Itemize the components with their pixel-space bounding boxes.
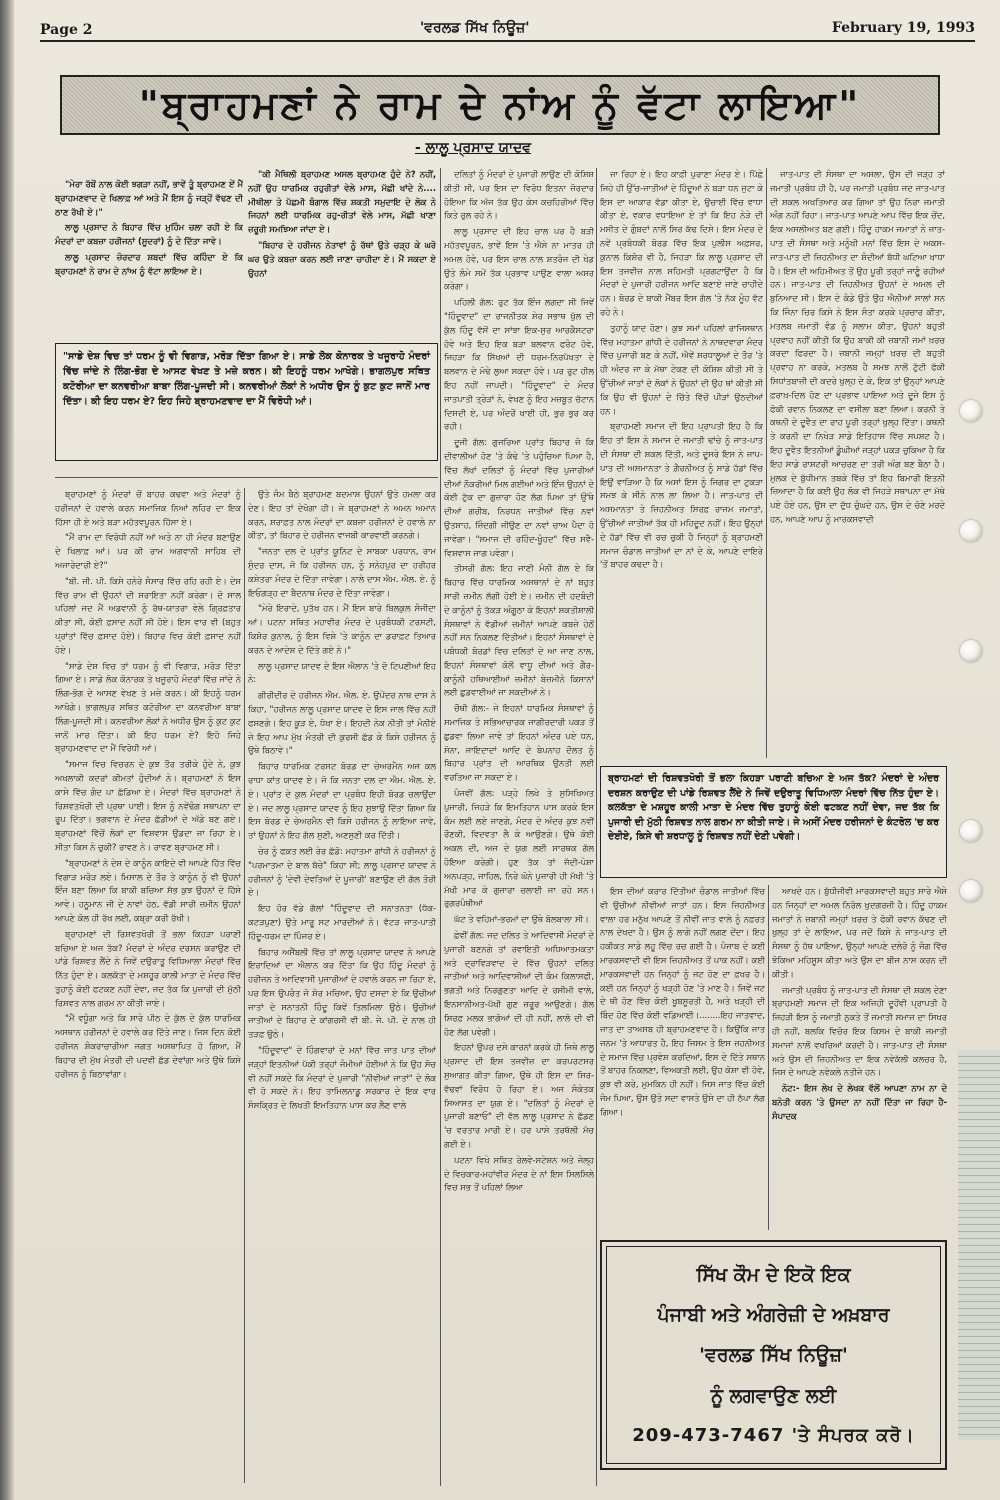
- body-paragraph: ਬਿਹਾਰ ਧਾਰਮਿਕ ਟਰਸਟ ਬੋਰਡ ਦਾ ਚੇਅਰਮੈਨ ਅਜ ਕਲ ਰਾਧਾ ਕਾਂਤ ਯਾਦਵ ਏ। ਜੋ ਕਿ ਜਨਤਾ ਦਲ ਦਾ ਐਮ. ਐਲ. ਏ. ਏ। ਪ੍ਰਾਂਤ ਦੇ ਕੁਲ ਮੰਦਰਾਂ ਦਾ ਪ੍ਰਬੰਧ ਇਹੀ ਬੋਰਡ ਚਲਾਉਂਦਾ ਏ। ਜਦ ਲਾਲੂ ਪ੍ਰਸਾਦ ਯਾਦਵ ਨੂੰ ਇਹ ਸੁਝਾਉ ਦਿੱਤਾ ਗਿਆ ਕਿ ਇਸ ਬੋਰਡ ਦੇ ਚੇਅਰਮੈਨ ਵੀ ਕਿਸੇ ਹਰੀਜਨ ਨੂੰ ਲਾਇਆ ਜਾਵੇ, ਤਾਂ ਉਹਨਾਂ ਨੇ ਇਹ ਗੱਲ ਸੁਣੀ, ਅਣਸੁਣੀ ਕਰ ਦਿੱਤੀ।: [248, 761, 436, 841]
- body-paragraph: ਦਲਿਤਾਂ ਨੂੰ ਮੰਦਰਾਂ ਦੇ ਪੁਜਾਰੀ ਲਾਉਣ ਦੀ ਕੋਸ਼ਿਸ਼ ਕੀਤੀ ਸੀ, ਪਰ ਇਸ ਦਾ ਵਿਰੋਧ ਇਤਨਾ ਜ਼ੋਰਦਾਰ ਹੋਇਆ ਕਿ ਅੱਜ ਤੱਕ ਉਹ ਕੇਸ ਕਚਹਿਰੀਆਂ ਵਿੱਚ ਕਿਤੇ ਰੁਲ ਰਹੇ ਨੇ।: [444, 169, 594, 221]
- body-column-2: [248, 488, 436, 1488]
- headline-box: [60, 75, 940, 135]
- body-paragraph: ਗੀਰੀਦੀਰ ਦੇ ਹਰੀਜਨ ਐਮ. ਐਲ. ਏ. ਉਪੇਂਦਰ ਨਾਥ ਦਾਸ ਨੇ ਕਿਹਾ, "ਹਰੀਜਨ ਲਾਲੂ ਪ੍ਰਸਾਦ ਯਾਦਵ ਦੇ ਇਸ ਜਾਲ ਵਿੱਚ ਨਹੀਂ ਫਸਣਗੇ। ਇਹ ਕੂੜ ਏ, ਧੋਖਾ ਏ। ਇਹਦੀ ਨੇਕ ਨੀਤੀ ਤਾਂ ਮੰਨੀਏ ਜੇ ਇਹ ਆਪ ਮੁੱਖ ਮੰਤਰੀ ਦੀ ਕੁਰਸੀ ਛੱਡ ਕੇ ਕਿਸੇ ਹਰੀਜਨ ਨੂੰ ਉਥੇ ਬਿਠਾਵੇ।": [248, 690, 436, 756]
- lower-column-5: [772, 885, 947, 1235]
- editor-note: ਨੋਟ:- ਇਸ ਲੇਖ ਦੇ ਲੇਖਕ ਵੱਲੋਂ ਆਪਣਾ ਨਾਮ ਨਾ ਦੇ ਬਨੇਤੀ ਕਰਨ 'ਤੇ ਉਸਦਾ ਨਾ ਨਹੀਂ ਦਿੱਤਾ ਜਾ ਰਿਹਾ ਹੈ-ਸੰਪਾਦਕ: [772, 1083, 947, 1121]
- binder-hole: [960, 820, 982, 842]
- ruler-overlay: [958, 1050, 1000, 1440]
- body-paragraph: "ਬੀ. ਜੀ. ਪੀ. ਕਿਸੇ ਹਨੇਰੇ ਸੰਸਾਰ ਵਿੱਚ ਰਹਿ ਰਹੀ ਏ। ਦੇਸ਼ ਵਿੱਚ ਰਾਮ ਵੀ ਉਹਨਾਂ ਦੀ ਸਰਾਇਤਾ ਨਹੀਂ ਕਰੇਗਾ। ਦੋ ਸਾਲ ਪਹਿਲਾਂ ਜਦ ਮੈਂ ਅਡਵਾਨੀ ਨੂੰ ਰੱਥ-ਯਾਤਰਾ ਵੇਲੇ ਗ੍ਰਿਫ਼ਤਾਰ ਕੀਤਾ ਸੀ, ਕੋਈ ਫ਼ਸਾਦ ਨਹੀਂ ਸੀ ਹੋਏ। ਇਸ ਵਾਰ ਵੀ (ਬਹੁਤ ਪ੍ਰਾਂਤਾਂ ਵਿੱਚ ਫ਼ਸਾਦ ਹੋਏ)। ਬਿਹਾਰ ਵਿਚ ਕੋਈ ਫ਼ਸਾਦ ਨਹੀਂ ਹੋਏ।: [55, 575, 241, 655]
- body-paragraph: "ਬ੍ਰਾਹਮਣਾਂ ਨੇ ਦੇਸ਼ ਦੇ ਕਾਨੂੰਨ ਕਾਇਦੇ ਵੀ ਆਪਣੇ ਹਿੱਤ ਵਿੱਚ ਵਿਗਾੜ ਮਰੋੜ ਲਏ। ਮਿਸਾਲ ਦੇ ਤੌਰ ਤੇ ਕਾਨੂੰਨ ਨੂੰ ਵੀ ਉਹਨਾਂ ਇੰਜ ਬਣਾ ਲਿਆ ਕਿ ਬਾਕੀ ਬਚਿਆ ਸੱਭ ਕੁਝ ਉਹਨਾਂ ਦੇ ਹਿੱਸੇ ਆਵੇ। ਹਨੂਮਾਨ ਜੀ ਦੇ ਨਾਵਾਂ ਹੇਠ, ਵੱਡੀ ਸਾਰੀ ਜ਼ਮੀਨ ਉਹਨਾਂ ਆਪਣੇ ਕੋਲ ਹੀ ਰੱਖ ਲਈ, ਕਬ੍ਰਾ ਕਰੀ ਰੱਖੀ।: [55, 857, 241, 923]
- rishwat-quote-text: ਬ੍ਰਾਹਮਣਾਂ ਦੀ ਰਿਸ਼ਵਤਖੋਰੀ ਤੋਂ ਭਲਾ ਕਿਹੜਾ ਪਰਾਣੀ ਬਚਿਆ ਏ ਅਜ ਤੱਕ? ਮੰਦਰਾਂ ਦੇ ਅੰਦਰ ਦਰਸ਼ਨ ਕਰਾਉਣ ਦੀ ਪਾਂਡੇ ਰਿਸ਼ਵਤ ਲੈਂਦੇ ਨੇ ਜਿਵੇਂ ਦਉਰਾਤੂ ਵਿਧਿਆਲਾ ਮੰਦਰਾਂ ਵਿੱਚ ਨਿੱਤ ਹੁੰਦਾ ਏ। ਕਲਕੱਤਾ ਦੇ ਮਸ਼ਹੂਰ ਕਾਲੀ ਮਾਤਾ ਦੇ ਮੰਦਰ ਵਿੱਚ ਤੁਹਾਨੂੰ ਕੋਈ ਫਟਕਣ ਨਹੀਂ ਦੇਵਾ, ਜਦ ਤੱਕ ਕਿ ਪੁਜਾਰੀ ਦੀ ਮੁੱਠੀ ਰਿਸ਼ਵਤ ਨਾਲ ਗਰਮ ਨਾ ਕੀਤੀ ਜਾਏ। ਜੇ ਅਸੀਂ ਮੰਦਰ ਹਰੀਜਨਾਂ ਦੇ ਕੰਟਰੋਲ 'ਚ ਕਰ ਦੇਈਏ, ਕਿਸੇ ਵੀ ਸ਼ਰਧਾਲੂ ਨੂੰ ਰਿਸ਼ਵਤ ਨਹੀਂ ਦੇਣੀ ਪਵੇਗੀ।: [608, 773, 939, 843]
- intro-column-2: [248, 168, 436, 338]
- column-rule: [768, 885, 769, 1230]
- page-number: Page 2: [40, 22, 93, 38]
- binder-hole: [960, 880, 982, 902]
- body-paragraph: ਜਾ ਰਿਹਾ ਏ। ਇਹ ਕਾਫ਼ੀ ਪੁਰਾਣਾ ਮੰਦਰ ਏ। ਪਿੱਛੇ ਜਿਹੇ ਹੀ ਉੱਚ-ਜਾਤੀਆਂ ਦੇ ਹਿੰਦੂਆਂ ਨੇ ਬੜਾ ਧਨ ਜੁਟਾ ਕੇ ਇਸ ਦਾ ਆਕਾਰ ਵੱਡਾ ਕੀਤਾ ਏ, ਉਚਾਈ ਵਿੱਚ ਵਾਧਾ ਕੀਤਾ ਏ, ਵਕਾਰ ਵਧਾਇਆ ਏ ਤਾਂ ਕਿ ਇਹ ਨੇੜੇ ਦੀ ਮਸੀਤ ਦੇ ਗੁੰਬਦਾਂ ਨਾਲੋਂ ਸਿਰ ਕੱਢ ਦਿਸੇ। ਇਸ ਮੰਦਰ ਦੇ ਨਵੇਂ ਪ੍ਰਬੰਧਕੀ ਬੋਰਡ ਵਿੱਚ ਇਕ ਪੁਲੀਸ ਅਫ਼ਸਰ, ਕੁਨਾਲ ਕਿਸ਼ੋਰ ਵੀ ਹੈ, ਜਿਹੜਾ ਕਿ ਲਾਲੂ ਪ੍ਰਸਾਦ ਦੀ ਇਸ ਤਜਵੀਜ਼ ਨਾਲ ਸਹਿਮਤੀ ਪ੍ਰਗਟਾਉਂਦਾ ਹੈ ਕਿ ਮੰਦਰਾਂ ਦੇ ਪੁਜਾਰੀ ਹਰੀਜਨ ਆਦਿ ਬਣਾਏ ਜਾਣੇ ਚਾਹੀਦੇ ਹਨ। ਬੋਰਡ ਦੇ ਬਾਕੀ ਮੈਂਬਰ ਇਸ ਗੱਲ 'ਤੇ ਨੱਕ ਮੂੰਹ ਵੱਟ ਰਹੇ ਨੇ।: [600, 169, 763, 317]
- body-paragraph: ਤੀਸਰੀ ਗੱਲ: ਇਹ ਜਾਣੀ ਮੰਨੀ ਗੱਲ ਏ ਕਿ ਬਿਹਾਰ ਵਿੱਚ ਧਾਰਮਿਕ ਅਸਥਾਨਾਂ ਦੇ ਨਾਂ ਬਹੁਤ ਸਾਰੀ ਜ਼ਮੀਨ ਲੱਗੀ ਹੋਈ ਏ। ਜ਼ਮੀਨ ਦੀ ਹਦਬੰਦੀ ਦੇ ਕਾਨੂੰਨਾਂ ਨੂੰ ਤੱਕੜ ਅੰਗੂਠਾ ਕੇ ਇਹਨਾਂ ਸ਼ਕਤੀਸ਼ਾਲੀ ਸੰਸਥਾਵਾਂ ਨੇ ਵੱਡੀਆਂ ਜ਼ਮੀਨਾਂ ਆਪਣੇ ਕਬਜ਼ੇ ਹੇਠੋਂ ਨਹੀਂ ਸਨ ਨਿਕਲਣ ਦਿੱਤੀਆਂ। ਇਹਨਾਂ ਸੰਸਥਾਵਾਂ ਦੇ ਪਬੰਧਕੀ ਬੋਰਡਾਂ ਵਿਚ ਦਲਿਤਾਂ ਦੇ ਆ ਜਾਣ ਨਾਲ, ਇਹਨਾਂ ਸੰਸਥਾਵਾਂ ਕੋਲੋਂ ਵਾਧੂ ਦੀਆਂ ਅਤੇ ਗੈਰ-ਕਾਨੂੰਨੀ ਹਥਿਆਈਆਂ ਜ਼ਮੀਨਾਂ ਬੇਜ਼ਮੀਨੇ ਕਿਸਾਨਾਂ ਲਈ ਛੁਡਵਾਈਆਂ ਜਾ ਸਕਦੀਆਂ ਨੇ।: [444, 563, 594, 698]
- subscription-ad-inner: [606, 1246, 941, 1464]
- subscription-ad: [600, 1240, 947, 1470]
- section-divider: [55, 477, 438, 478]
- boxed-quote: [55, 343, 438, 461]
- body-paragraph: ਪਟਨਾ ਵਿਖੇ ਸਥਿਤ ਰੇਲਵੇ-ਸਟੇਸ਼ਨ ਅਤੇ ਜੇਲ੍ਹ ਦੇ ਵਿਚਕਾਰ-ਮਹਾਂਵੀਰ ਮੰਦਰ ਦੇ ਨਾਂ ਇਸ ਸਿਲਸਿਲੇ ਵਿਚ ਸਭ ਤੋਂ ਪਹਿਲਾਂ ਲਿਆ: [444, 1154, 594, 1193]
- binder-edge: [0, 0, 14, 1500]
- body-paragraph: ਲਾਲੂ ਪ੍ਰਸਾਦ ਦੀ ਇਹ ਚਾਲ ਪਰ ਹੈ ਬੜੀ ਮਹੱਤਵਪੂਰਨ, ਭਾਵੇਂ ਇਸ 'ਤੇ ਐਸੇ ਨਾ ਮਾਤਰ ਹੀ ਅਮਲ ਹੋਵੇ, ਪਰ ਇਸ ਚਾਲ ਨਾਲ ਸ਼ਤਰੰਜ ਦੀ ਖੇਡ ਉਤੇ ਲੰਮੇ ਸਮੇਂ ਤੱਕ ਪ੍ਰਭਾਵ ਪਾਉਣ ਵਾਲਾ ਅਸਰ ਕਰੇਗਾ।: [444, 226, 594, 292]
- byline: - ਲਾਲੂ ਪ੍ਰਸਾਦ ਯਾਦਵ: [415, 140, 531, 156]
- body-paragraph: ਚੌਥੀ ਗੱਲ:- ਜੇ ਇਹਨਾਂ ਧਾਰਮਿਕ ਸੰਸਥਾਵਾਂ ਨੂੰ ਸਮਾਜਿਕ ਤੇ ਸਭਿਆਚਾਰਕ ਜਾਗੀਰਦਾਰੀ ਪਕੜ ਤੋਂ ਛੁਡਵਾ ਲਿਆ ਜਾਵੇ ਤਾਂ ਇਹਨਾਂ ਅੰਦਰ ਪਏ ਧਨ, ਸੋਨਾ, ਜਾਇਦਾਦਾਂ ਆਦਿ ਦੇ ਬੇਪਨਾਹ ਦੌਲਤ ਨੂੰ ਬਿਹਾਰ ਪ੍ਰਾਂਤ ਦੀ ਆਰਥਿਕ ਉਨਤੀ ਲਈ ਵਰਤਿਆ ਜਾ ਸਕਦਾ ਏ।: [444, 703, 594, 783]
- lower-column-4: [600, 885, 765, 1235]
- intro-paragraph: "ਮੇਰਾ ਰੱਬੋਂ ਨਾਲ ਕੋਈ ਝਗੜਾ ਨਹੀਂ, ਭਾਵੇਂ ਤੂੰ ਬ੍ਰਾਹਮਣ ਏਂ ਮੈਂ ਬ੍ਰਾਹਮਣਵਾਦ ਦੇ ਖਿਲਾਫ਼ ਆਂ ਅਤੇ ਮੈਂ ਇਸ ਨੂੰ ਜੜ੍ਹੋਂ ਵੱਢਣ ਦੀ ਠਾਣ ਰੱਖੀ ਏ।": [55, 179, 243, 217]
- ad-line: ਨੂੰ ਲਗਵਾਉਣ ਲਈ: [710, 1384, 837, 1407]
- body-paragraph: "ਹਿੰਦੂਵਾਦ" ਦੇ ਹਿੰਗਵਾਰਾਂ ਦੇ ਮਨਾਂ ਵਿੱਚ ਜਾਤ ਪਾਤ ਦੀਆਂ ਜੜ੍ਹਾਂ ਇਤਨੀਆਂ ਪੱਕੀ ਤਰ੍ਹਾਂ ਜੰਮੀਆਂ ਹੋਈਆਂ ਨੇ ਕਿ ਉਹ ਸੋਚ ਵੀ ਨਹੀਂ ਸਕਦੇ ਕਿ ਮੰਦਰਾਂ ਦੇ ਪੁਜਾਰੀ "ਨੀਵੀਆਂ ਜਾਤਾਂ" ਦੇ ਲੋਕ ਵੀ ਹੋ ਸਕਦੇ ਨੇ। ਇਹ ਤਾਮਿਲਨਾਡੂ ਸਰਕਾਰ ਦੇ ਇਕ ਵਾਰ ਸੰਸਕ੍ਰਿਤ ਦੇ ਲਿਖਤੀ ਇਮਤਿਹਾਨ ਪਾਸ ਕਰ ਲੈਣ ਵਾਲੇ: [248, 1045, 436, 1111]
- body-paragraph: ਜਾਤ-ਪਾਤ ਦੀ ਸੰਸਥਾ ਦਾ ਅਸਲਾ, ਉਸ ਦੀ ਜੜ੍ਹ ਤਾਂ ਜਮਾਤੀ ਪ੍ਰਬੰਧ ਹੀ ਹੈ, ਪਰ ਜਮਾਤੀ ਪ੍ਰਬੰਧ ਜਦ ਜਾਤ-ਪਾਤ ਦੀ ਸ਼ਕਲ ਅਖਤਿਆਰ ਕਰ ਗਿਆ ਤਾਂ ਉਹ ਨਿਰਾ ਜਮਾਤੀ ਅੰਗ ਨਹੀਂ ਰਿਹਾ। ਜਾਤ-ਪਾਤ ਆਪਣੇ ਆਪ ਵਿੱਚ ਇਕ ਚੋਂਦ, ਇਕ ਅਸਲੀਅਤ ਬਣ ਗਈ। ਹਿੰਦੂ ਹਾਕਮ ਜਮਾਤਾਂ ਨੇ ਜਾਤ-ਪਾਤ ਦੀ ਸੰਸਥਾ ਅਤੇ ਮਨੂੰਖੀ ਮਨਾਂ ਵਿੱਚ ਇਸ ਦੇ ਅਕਸ-ਜਾਤ-ਪਾਤ ਦੀ ਜ਼ਿਹਨੀਅਤ ਦਾ ਸ਼ੰਦੀਆਂ ਬੱਧੀ ਘਟਿਆ ਖਾਧਾ ਹੈ। ਇਸ ਦੀ ਅਹਿਮੀਅਤ ਤੋਂ ਉਹ ਪੂਰੀ ਤਰ੍ਹਾਂ ਜਾਣੂੰ ਰਹੀਆਂ ਹਨ। ਜਾਤ-ਪਾਤ ਦੀ ਜ਼ਿਹਨੀਅਤ ਉਹਨਾਂ ਦੇ ਅਮਲ ਦੀ ਬੁਨਿਆਦ ਸੀ। ਇਸ ਦੇ ਕੰਡੇ ਉਤੇ ਉਹ ਐਨੀਆਂ ਸਾਲਾਂ ਸਨ ਕਿ ਜਿੰਨਾ ਚਿਰ ਕਿਸੇ ਨੇ ਇਸ ਸੰਤਾ ਕਰਕੇ ਪ੍ਰਚਾਰ ਕੀਤਾ, ਮਤਲਬ ਜਮਾਤੀ ਵੰਡ ਨੂੰ ਸਲਾਮ ਕੀਤਾ, ਉਹਨਾਂ ਬਹੁਤੀ ਪ੍ਰਵਾਹ ਨਹੀਂ ਕੀਤੀ ਕਿ ਉਹ ਬਾਕੀ ਕੀ ਜ਼ਬਾਨੀ ਜਮਾਂ ਖ਼ਰਚ ਕਰਦਾ ਫਿਰਦਾ ਹੈ। ਜ਼ਬਾਨੀ ਜਮ੍ਹਾਂ ਖ਼ਰਚ ਦੀ ਬਹੁਤੀ ਪ੍ਰਵਾਹ ਨਾ ਕਰਕੇ, ਮਤਲਬ ਹੈ ਸਮਝ ਨਾਲੋਂ ਟੁੱਟੀ ਫੱਕੀ ਸਿਧਾਂਤਬਾਜ਼ੀ ਦੀ ਕਦਰੇ ਖੁਲ੍ਹ ਦੇ ਕੇ, ਇਕ ਤਾਂ ਉਨ੍ਹਾਂ ਆਪਣੇ ਫ਼ਰਾਖ਼-ਦਿਲ ਹੋਣ ਦਾ ਪ੍ਰਭਾਵ ਪਾਇਆ ਅਤੇ ਦੂਜੇ ਇਸ ਨੂੰ ਫੋਕੀ ਰਵਾਨ ਨਿਕਲਣ ਦਾ ਵਸੀਲਾ ਬਣਾ ਲਿਆ। ਕਰਨੀ ਤੇ ਕਥਨੀ ਦੇ ਦੂਵੈਤ ਦਾ ਰਾਹ ਪੂਰੀ ਤਰ੍ਹਾਂ ਖੁਲ੍ਹ ਦਿੱਤਾ। ਕਥਨੀ ਤੇ ਕਰਨੀ ਦਾ ਨਿਖੇੜ ਸਾਡੇ ਇਤਿਹਾਸ ਵਿੱਚ ਸਪਸ਼ਟ ਹੈ। ਇਹ ਦੂਵੈਤ ਇਤਨੀਆਂ ਡੂੰਘੀਆਂ ਜੜ੍ਹਾਂ ਪਕੜ ਚੁਕਿਆ ਹੈ ਕਿ ਇਹ ਸਾਡੇ ਰਾਸ਼ਟਰੀ ਆਚਰਣ ਦਾ ਤਰੀ ਅੰਗ ਬਣ ਬੈਠਾ ਹੈ। ਮੁਲਕ ਦੇ ਬੁੱਧੀਮਾਨ ਤਬਕੇ ਵਿੱਚ ਤਾਂ ਇਹ ਬਿਮਾਰੀ ਇਤਨੀ ਜ਼ਿਆਦਾ ਹੈ ਕਿ ਕਈ ਉਹ ਲੋਕ ਵੀ ਜਿਹੜੇ ਸਥਾਪਨਾ ਦਾ ਮੱਥੇ ਪਏ ਹੋਏ ਹਨ, ਉਸ ਦਾ ਦੁੱਧ ਚੁੰਘਦੇ ਹਨ, ਉਸ ਦੇ ਚੋਣੇ ਮਰਦੇ ਹਨ, ਆਪਣੇ ਆਪ ਨੂੰ ਮਾਰਕਸਵਾਦੀ: [770, 169, 945, 524]
- intro-paragraph: ਲਾਲੂ ਪ੍ਰਸਾਦ ਨੇ ਬਿਹਾਰ ਵਿੱਚ ਮੁਹਿੰਮ ਚਲਾ ਰਹੀ ਏ ਕਿ ਮੰਦਰਾਂ ਦਾ ਕਬਜ਼ਾ ਹਰੀਜਨਾਂ (ਸੂਦਰਾਂ) ਨੂੰ ਦੇ ਦਿੱਤਾ ਜਾਵੇ।: [55, 222, 243, 247]
- intro-paragraph: "ਬਿਹਾਰ ਦੇ ਹਰੀਜਨ ਨੇਤਾਵਾਂ ਨੂੰ ਰੱਥਾਂ ਉਤੇ ਚੜ੍ਹ ਕੇ ਘਰੋ ਘਰ ਉਤੇ ਕਬਜ਼ਾ ਕਰਨ ਲਈ ਜਾਣਾ ਚਾਹੀਦਾ ਏ। ਮੈਂ ਸਕਦਾ ਏ ਉਹਨਾਂ: [248, 239, 436, 278]
- page-header: [40, 20, 975, 42]
- body-paragraph: ਪਹਿਲੀ ਗੱਲ: ਰੁਟ ਤੱਕ ਇੰਜ ਲਗਦਾ ਸੀ ਜਿਵੇਂ "ਹਿੰਦੂਵਾਦ" ਦਾ ਰਾਜਨੀਤਕ ਸ਼ੇਰ ਸਭਾਥ ਖੁੱਲ ਦੀ ਕੁੱਲ ਹਿੰਦੂ ਵੱਸੋਂ ਦਾ ਸਾਂਝਾ ਇਕ-ਸੁਰ ਆਰਕੈਸਟਰਾ ਹੋਵੇ ਅਤੇ ਇਹ ਇਕ ਬੜਾ ਬਲਵਾਨ ਫਰੰਟ ਹੋਵੇ, ਜਿਹੜਾ ਕਿ ਸਿੱਖਆਂ ਦੀ ਧਰਮ-ਨਿਰਪੱਖਤਾ ਦੇ ਬਲਵਾਨ ਦੇ ਮੋਢੇ ਲੁਆ ਸਕਦਾ ਹੋਵੇ। ਪਰ ਰੁਟ ਹੀਲ ਇਹ ਨਹੀਂ ਜਾਪਦੀ। "ਹਿੰਦੂਵਾਦ" ਦੇ ਮੰਦਰ ਜਾਤਪਾਤੀ ਤ੍ਰੇੜਾਂ ਨੇ, ਵੇਖਣ ਨੂੰ ਇਹ ਮਜ਼ਬੂਤ ਚੱਟਾਨ ਦਿਸਦੀ ਏ, ਪਰ ਅੰਦਰੋਂ ਖਾਈ ਹੀ, ਭੁਰ ਭੁਰ ਕਰ ਰਹੀ।: [444, 297, 594, 432]
- body-paragraph: ਤੁਹਾਨੂੰ ਯਾਦ ਹੋਣਾ। ਕੁਝ ਸਮਾਂ ਪਹਿਲਾਂ ਰਾਜਿਸਥਾਨ ਵਿੱਚ ਮਹਾਤਮਾ ਗਾਂਧੀ ਦੇ ਹਰੀਜਨਾਂ ਨੇ ਨਾਥਦਵਾਰਾ ਮੰਦਰ ਵਿੱਚ ਪੁਜਾਰੀ ਬਣ ਕੇ ਨਹੀਂ, ਐਵੇਂ ਸ਼ਰਧਾਲੂਆਂ ਦੇ ਤੌਰ 'ਤੇ ਹੀ ਅੰਦਰ ਜਾ ਕੇ ਮੱਥਾ ਟੇਕਣ ਦੀ ਕੋਸ਼ਿਸ਼ ਕੀਤੀ ਸੀ ਤੇ ਉੱਚੀਆਂ ਜਾਤਾਂ ਦੇ ਲੋਕਾਂ ਨੇ ਉਹਨਾਂ ਦੀ ਉਹ ਥਾਂ ਕੀਤੀ ਸੀ ਕਿ ਉਹ ਵੀ ਉਹਨਾਂ ਦੇ ਚਿੱਤੇ ਵਿੱਚੋਂ ਪੀੜਾਂ ਉਠਦੀਆਂ ਹਨ।: [600, 322, 763, 416]
- issue-date: February 19, 1993: [831, 20, 975, 36]
- rishwat-quote-box: [600, 766, 947, 878]
- binder-hole: [960, 520, 982, 542]
- column-rule: [244, 488, 245, 1483]
- headline: "ਬ੍ਰਾਹਮਣਾਂ ਨੇ ਰਾਮ ਦੇ ਨਾਂਅ ਨੂੰ ਵੱਟਾ ਲਾਇਆ": [138, 82, 862, 127]
- body-paragraph: ਇਹ ਹੋਰ ਵੱਡੇ ਗੱਲਾਂ "ਹਿੰਦੂਵਾਦ ਦੀ ਸਨਾਤਨਤਾ (ਧੱਕ-ਕਟੜਪੁਣਾ) ਉਤੇ ਮਾਰੂ ਸਟ ਮਾਰਦੀਆਂ ਨੇ। ਵੱਟੜ ਜਾਤ-ਪਾਤੀ ਹਿੰਦੂ-ਧਰਮ ਦਾ ਪਿੰਜਰ ਏ।: [248, 903, 436, 941]
- body-paragraph: "ਸਾਡੇ ਦੇਸ਼ ਵਿਚ ਤਾਂ ਧਰਮ ਨੂੰ ਵੀ ਵਿਗਾੜ, ਮਰੋੜ ਦਿੱਤਾ ਗਿਆ ਏ। ਸਾਡੇ ਲੋਕ ਕੋਨਾਰਕ ਤੇ ਖਜੂਰਾਹੋ ਮੰਦਰਾਂ ਵਿੱਚ ਜਾਂਦੇ ਨੇ ਲਿੰਗ-ਭੋਗ ਦੇ ਆਸਣ ਵੇਖਣ ਤੇ ਮਜ਼ੇ ਕਰਨ। ਕੀ ਇਹਨੂੰ ਧਰਮ ਆਖੋਗੇ। ਭਾਗਲਪੁਰ ਸਥਿਤ ਕਟੋਰੀਆ ਦਾ ਕਨਵਰੀਆ ਬਾਬਾ ਲਿੰਗ-ਪੂਜਦੀ ਸੀ। ਕਨਵਰੀਆ ਲੋਕਾਂ ਨੇ ਅਧੀਰ ਉਸ ਨੂੰ ਕੁਟ ਕੁਟ ਜਾਨੋਂ ਮਾਰ ਦਿੱਤਾ। ਕੀ ਇਹ ਧਰਮ ਏ? ਇਹੋ ਜਿਹੇ ਬ੍ਰਾਹਮਣਵਾਦ ਦਾ ਮੈਂ ਵਿਰੋਧੀ ਆਂ।: [55, 660, 241, 754]
- body-paragraph: "ਸਮਾਜ ਵਿਚ ਵਿਚਰਨ ਦੇ ਕੁਝ ਤੌਰ ਤਰੀਕੇ ਹੁੰਦੇ ਨੇ, ਕੁਝ ਅਖਲਾਕੀ ਕਦਰਾਂ ਕੀਮਤਾਂ ਹੁੰਦੀਆਂ ਨੇ। ਬ੍ਰਾਹਮਣਾਂ ਨੇ ਇਸ ਕਾਸੇ ਵਿੱਚ ਗੰਦ ਪਾ ਛੱਡਿਆ ਏ। ਮੰਦਰਾਂ ਵਿੱਚ ਬ੍ਰਾਹਮਣਾਂ ਨੇ ਰਿਸ਼ਵਤਖੋਰੀ ਦੀ ਪ੍ਰਥਾ ਪਾਈ। ਇਸ ਨੂੰ ਨਵੇਂਢੰਗ ਸਥਾਪਨਾ ਦਾ ਰੂਪ ਦਿੱਤਾ। ਭਗਵਾਨ ਦੇ ਮੰਦਰ ਛੱਡੀਆਂ ਦੇ ਅੱਡੇ ਬਣ ਗਏ। ਬ੍ਰਾਹਮਣਾਂ ਵਿੱਚੋਂ ਲੋਕਾਂ ਦਾ ਵਿਸ਼ਵਾਸ ਉਡਦਾ ਜਾ ਰਿਹਾ ਏ। ਸੀਤਾ ਕਿਸ ਨੇ ਚੁਕੀ? ਰਾਵਣ ਨੇ। ਰਾਵਣ ਬ੍ਰਾਹਮਣ ਸੀ।: [55, 759, 241, 852]
- body-paragraph: ਦੂਜੀ ਗੱਲ: ਗੁਜਰਿਆ ਪ੍ਰਾਂਤ ਬਿਹਾਰ ਜੋ ਕਿ ਦੀਵਾਲੀਆਂ ਹੋਣ 'ਤੇ ਕੰਢੇ 'ਤੇ ਪਹੁੰਚਿਆ ਪਿਆ ਹੈ, ਵਿੱਚ ਲੱਖਾਂ ਦਲਿਤਾਂ ਨੂੰ ਮੰਦਰਾਂ ਵਿੱਚ ਪੁਜਾਰੀਆਂ ਦੀਆਂ ਨੌਕਰੀਆਂ ਮਿਲ ਗਈਆਂ ਅਤੇ ਇੰਜ ਉਹਨਾਂ ਦੇ ਕੋਈ ਟੁੱਕ ਦਾ ਗੁਜ਼ਾਰਾ ਹੋਣ ਲੱਗ ਪਿਆ ਤਾਂ ਉੱਥੇ ਦੀਆਂ ਗਰੀਬ, ਨਿਰਧਨ ਜਾਤੀਆਂ ਵਿੱਚ ਨਵਾਂ ਉਤਸ਼ਾਹ, ਜ਼ਿੰਦਗੀ ਜੀਉਣ ਦਾ ਨਵਾਂ ਚਾਅ ਪੈਦਾ ਹੋ ਜਾਵੇਗਾ। "ਸਮਾਜ ਦੀ ਰਹਿੰਦ-ਖੂੰਹਦ" ਵਿੱਚ ਸਵੈ-ਵਿਸ਼ਵਾਸ ਜਾਗ ਪਵੇਗਾ।: [444, 437, 594, 558]
- body-paragraph: ਛੇਵੀਂ ਗੱਲ: ਜਦ ਦਲਿਤ ਤੇ ਆਦਿਵਾਸੀ ਮੰਦਰਾਂ ਦੇ ਪੁਜਾਰੀ ਬਣਨਗੇ ਤਾਂ ਰਵਾਇਤੀ ਅਧਿਆਤਮਕਤਾ ਅਤੇ ਦ੍ਰਾਵਿੜਵਾਦ ਦੇ ਵਿੱਚ ਉਹਨਾਂ ਦਲਿਤ ਜਾਤੀਆਂ ਅਤੇ ਆਦਿਵਾਸੀਆਂ ਦੀ ਕੰਮ ਕਿਲਾਸਫੀ, ਭਗਤੀ ਅਤੇ ਨਿਰਗੁਣਤਾ ਆਦਿ ਦੇ ਰਸੀਮੀ ਵਾਲੇ, ਇਨਸਾਨੀਅਤ-ਪੱਖੀ ਗੁਣ ਜ਼ਰੂਰ ਆਉਣਗੇ। ਗੱਲ ਸਿਰਫ਼ ਮਲਕ ਭਾਗੋਆਂ ਦੀ ਹੀ ਨਹੀਂ, ਲਾਲੋ ਦੀ ਵੀ ਹੋਣ ਲੱਗ ਪਵੇਗੀ।: [444, 930, 594, 1037]
- body-paragraph: ਬ੍ਰਾਹਮਣਾਂ ਨੂੰ ਮੰਦਰਾਂ ਚੋਂ ਬਾਹਰ ਕਢਵਾ ਅਤੇ ਮੰਦਰਾਂ ਨੂੰ ਹਰੀਜਨਾਂ ਦੇ ਹਵਾਲੇ ਕਰਨ ਸਮਾਜਿਕ ਨਿਆਂ ਲਹਿਰ ਦਾ ਇਕ ਹਿੱਸਾ ਹੀ ਏ ਅਤੇ ਬੜਾ ਮਹੱਤਵਪੂਰਨ ਹਿੱਸਾ ਏ।: [55, 489, 241, 527]
- body-paragraph: ਇਸ ਦੀਆਂ ਕਰਾਰ ਦਿੱਤੀਆਂ ਚੰਡਾਲ ਜਾਤੀਆਂ ਵਿੱਚ ਵੀ ਉਚੀਆਂ ਨੀਵੀਆਂ ਜਾਤਾਂ ਹਨ। ਇਸ ਜ਼ਿਹਨੀਅਤ ਵਾਲਾ ਹਰ ਮਨੁੱਖ ਆਪਣੇ ਤੋਂ ਨੀਵੀਂ ਜਾਤ ਵਾਲੇ ਨੂੰ ਨਫ਼ਰਤ ਨਾਲ ਦੇਖਦਾ ਹੈ। ਉਸ ਨੂੰ ਲਾਗੇ ਨਹੀਂ ਲਗਣ ਦੇਂਦਾ। ਇਹ ਹਕੀਕਤ ਸਾਡੇ ਲਹੂ ਵਿੱਚ ਰਚ ਗਈ ਹੈ। ਪੰਜਾਬ ਦੇ ਕਈ ਮਾਰਕਸਵਾਦੀ ਵੀ ਇਸ ਜ਼ਿਹਨੀਅਤ ਤੋਂ ਪਾਕ ਨਹੀਂ। ਕਈ ਮਾਰਕਸਵਾਦੀ ਹਨ ਜਿਨ੍ਹਾਂ ਨੂੰ ਜਟ ਹੋਣ ਦਾ ਫ਼ਖਰ ਹੈ। ਕਈ ਹਨ ਜਿਨ੍ਹਾਂ ਨੂੰ ਖੜ੍ਹੀ ਹੋਣ 'ਤੇ ਮਾਣ ਹੈ। ਜਿਵੇਂ ਜਟ ਦੇ ਥੀ ਹੋਣ ਵਿੱਚ ਕੋਈ ਖੂਬਸੂਰਤੀ ਹੈ, ਅਤੇ ਖੜ੍ਹੀ ਦੀ ਬਿੰਦ ਹੋਣ ਵਿੱਚ ਕੋਈ ਵਡਿਆਈ।........ਇਹ ਜਾਤਵਾਦ, ਜਾਤ ਦਾ ਤਾਅਸਬ ਹੀ ਬ੍ਰਾਹਮਣਵਾਦ ਹੈ। ਕਿਉਂਕਿ ਜਾਤ ਜਨਮ 'ਤੇ ਆਧਾਰਤ ਹੈ, ਇਹ ਜਿਸਮ ਤੇ ਇਸ ਜ਼ਹਨੀਅਤ ਦੇ ਸਮਾਜ ਵਿੱਚ ਪ੍ਰਵੇਸ਼ ਕਰਦਿਆਂ, ਇਸ ਦੇ ਦਿੱਤੇ ਸਥਾਨ ਤੋਂ ਬਾਹਰ ਨਿਕਲਣਾ, ਵਿਅਕਤੀ ਲਈ, ਉਹ ਕੋਸ਼ਾ ਵੀ ਹੋਵੇ, ਕੁਝ ਵੀ ਕਰੇ, ਮੁਮਕਿਨ ਹੀ ਨਹੀਂ। ਜਿਸ ਜਾਤ ਵਿੱਚ ਕੋਈ ਜੰਮ ਪਿਆ, ਉਸ ਉਤੇ ਸਦਾ ਵਾਸਤੇ ਉਸੇ ਦਾ ਹੀ ਠੱਪਾ ਲੱਗ ਗਿਆ।: [600, 886, 765, 1117]
- body-column-3: [444, 168, 594, 1490]
- body-paragraph: "ਮੈਂ ਵਧੂੰਗਾ ਅਤੇ ਕਿ ਸਾਰੇ ਪੀਠ ਦੇ ਕੁੱਲ ਦੇ ਕੁੱਲ ਧਾਰਮਿਕ ਅਸਥਾਨ ਹਰੀਜਨਾਂ ਦੇ ਹਵਾਲੇ ਕਰ ਦਿੱਤੇ ਜਾਣ। ਜਿਸ ਦਿਨ ਕੋਈ ਹਰੀਜਨ ਸ਼ੰਕਰਾਚਾਰੀਆ ਜਗਤ ਅਸਥਾਪਿਤ ਹੋ ਗਿਆ, ਮੈਂ ਬਿਹਾਰ ਦੀ ਮੁੱਖ ਮੰਤਰੀ ਦੀ ਪਦਵੀ ਛੱਡ ਦੇਵਾਂਗਾ ਅਤੇ ਉਥੇ ਕਿਸੇ ਹਰੀਜਨ ਨੂੰ ਬਿਠਾਵਾਂਗਾ।: [55, 1013, 241, 1079]
- body-paragraph: ਆਖਦੇ ਹਨ। ਬੁੱਧੀਜੀਵੀ ਮਾਰਕਸਵਾਦੀ ਬਹੁਤ ਸਾਰੇ ਐਸੇ ਹਨ ਜਿਨ੍ਹਾਂ ਦਾ ਅਮਲ ਨਿਰੋਲ ਖੁਦਗਰਜ਼ੀ ਹੈ। ਹਿੰਦੂ ਹਾਕਮ ਜਮਾਤਾਂ ਨੇ ਜ਼ਬਾਨੀ ਜਮ੍ਹਾਂ ਖ਼ਰਚ ਤੇ ਫੋਕੀ ਰਵਾਨ ਕੱਢਣ ਦੀ ਖੁਲ੍ਹ ਤਾਂ ਦੇ ਲਾਇਆ, ਪਰ ਜਦੋਂ ਕਿਸੇ ਨੇ ਜਾਤ-ਪਾਤ ਦੀ ਸੰਸਥਾ ਨੂੰ ਹੱਥ ਪਾਇਆ, ਉਨ੍ਹਾਂ ਆਪਣੇ ਦਲੇਰੋ ਨੂੰ ਜੰਗ ਵਿੱਚ ਝੋਕਿਆ ਮਹਿਸੂਸ ਕੀਤਾ ਅਤੇ ਉਸ ਦਾ ਬੀਜ ਨਾਸ ਕਰਨ ਦੀ ਕੀਤੀ।: [772, 886, 947, 979]
- body-paragraph: ਬ੍ਰਾਹਮਣਾਂ ਦੀ ਰਿਸ਼ਵਤਖੋਰੀ ਤੋਂ ਭਲਾ ਕਿਹੜਾ ਪਰਾਣੀ ਬਚਿਆ ਏ ਅਜ ਤੱਕ? ਮੰਦਰਾਂ ਦੇ ਅੰਦਰ ਦਰਸ਼ਨ ਕਰਾਉਣ ਦੀ ਪਾਂਡੇ ਰਿਸ਼ਵਤ ਲੈਂਦੇ ਨੇ ਜਿਵੇਂ ਦਉਰਾਤੂ ਵਿਧਿਆਲਾ ਮੰਦਰਾਂ ਵਿੱਚ ਨਿੱਤ ਹੁੰਦਾ ਏ। ਕਲਕੱਤਾ ਦੇ ਮਸ਼ਹੂਰ ਕਾਲੀ ਮਾਤਾ ਦੇ ਮੰਦਰ ਵਿੱਚ ਤੁਹਾਨੂੰ ਕੋਈ ਫਟਕਣ ਨਹੀਂ ਦੇਵਾ, ਜਦ ਤੱਕ ਕਿ ਪੁਜਾਰੀ ਦੀ ਮੁੱਠੀ ਰਿਸ਼ਵਤ ਨਾਲ ਗਰਮ ਨਾ ਕੀਤੀ ਜਾਏ।: [55, 928, 241, 1008]
- body-paragraph: ਜਮਾਤੀ ਪ੍ਰਬੰਧ ਨੂੰ ਜਾਤ-ਪਾਤ ਦੀ ਸੰਸਥਾ ਦੀ ਸ਼ਕਲ ਦੇਣਾ ਬ੍ਰਾਹਮਣੀ ਸਮਾਜ ਦੀ ਇਕ ਅਜਿਹੀ ਦੂਹੋਂਵੀ ਪ੍ਰਾਪਤੀ ਹੈ ਜਿਹੜੀ ਇਸ ਨੂੰ ਜਮਾਤੀ ਨੁਕਤੇ ਤੋਂ ਜਮਾਤੀ ਸਮਾਜ ਦਾ ਸਿਖਰ ਹੀ ਨਹੀਂ, ਬਲਕਿ ਵਿਚੋਰ ਇਕ ਕਿਸਮ ਦੇ ਬਾਕੀ ਜਮਾਤੀ ਸਮਾਜਾਂ ਨਾਲੋਂ ਵਖਰਿਆਂ ਕਰਦੀ ਹੈ। ਜਾਤ-ਪਾਤ ਦੀ ਸੰਸਥਾ ਅਤੇ ਉਸ ਦੀ ਜ਼ਿਹਨੀਅਤ ਦਾ ਇਕ ਨਵੇਕੱਲੀ ਕਲਚਰ ਹੈ, ਜਿਸ ਦੇ ਆਪਣੇ ਨਵੇਕਲੇ ਨਤੀਜੇ ਹਨ।: [772, 984, 947, 1078]
- body-paragraph: ਇਹਨਾਂ ਉਪਰ ਦਸੇ ਕਾਰਨਾਂ ਕਰਕੇ ਹੀ ਜਿਥੇ ਲਾਲੂ ਪ੍ਰਸਾਦ ਦੀ ਇਸ ਤਜਵੀਜ਼ ਦਾ ਕਰਪਰਟਸਰ ਸੁਆਗਤ ਕੀਤਾ ਗਿਆ, ਉਥੇ ਹੀ ਇਸ ਦਾ ਸਿਰ-ਵੱਢਵਾਂ ਵਿਰੋਧ ਹੋ ਰਿਹਾ ਏ। ਅਜ ਸੰਕੇਤਕ ਸਿਆਸਤ ਦਾ ਯੁਗ ਏ। "ਦਲਿਤਾਂ ਨੂੰ ਮੰਦਰਾਂ ਦੇ ਪੁਜਾਰੀ ਬਣਾਓ" ਦੀ ਵੱਲ ਲਾਲੂ ਪ੍ਰਸਾਦ ਨੇ ਛੱਡਣ 'ਚ ਵਰਤਾਰ ਮਾਰੀ ਏ। ਹਰ ਪਾਸੇ ਤਰਥੱਲੀ ਮੱਚ ਗਈ ਏ।: [444, 1042, 594, 1149]
- body-paragraph: "ਮੈਂ ਰਾਮ ਦਾ ਵਿਰੋਧੀ ਨਹੀਂ ਆਂ ਅਤੇ ਨਾ ਹੀ ਮੰਦਰ ਬਣਾਉਣ ਦੇ ਖਿਲਾਫ਼ ਆਂ। ਪਰ ਕੀ ਰਾਮ ਅਗਵਾਨੀ ਸਾਹਿਬ ਦੀ ਅਜਾਰੇਦਾਰੀ ਏ?": [55, 532, 241, 570]
- body-paragraph: ਬਿਹਾਰ ਅਸੈਂਬਲੀ ਵਿੱਚ ਤਾਂ ਲਾਲੂ ਪ੍ਰਸਾਦ ਯਾਦਵ ਨੇ ਆਪਣੇ ਇਰਾਦਿਆਂ ਦਾ ਐਲਾਨ ਕਰ ਦਿੱਤਾ ਕਿ ਉਹ ਹਿੰਦੂ ਮੰਦਰਾਂ ਨੂੰ ਹਰੀਜਨ ਤੇ ਆਦਿਵਾਸੀ ਪੁਜਾਰੀਆਂ ਦੇ ਹਵਾਲੇ ਕਰਨ ਜਾ ਰਿਹਾ ਏ, ਪਰ ਇਸ ਉਪਰੰਤ ਜੋ ਸ਼ੋਰ ਮਚਿਆ, ਉਹ ਦਸਦਾ ਏ ਕਿ ਉਚੀਆਂ ਜਾਤਾਂ ਦੇ ਸਨਾਤਨੀ ਹਿੰਦੂ ਕਿਵੇਂ ਤਿਲਮਿਲਾ ਉਠੇ। ਉਚੀਆਂ ਜਾਤੀਆਂ ਦੇ ਬਿਹਾਰ ਦੇ ਕਾਂਗਰਸੀ ਵੀ ਬੀ. ਜੇ. ਪੀ. ਦੇ ਨਾਲ ਹੀ ਤੜਫ਼ ਉਠੇ।: [248, 946, 436, 1040]
- intro-paragraph: "ਕੀ ਮੈਥਿਲੀ ਬ੍ਰਾਹਮਣ ਅਸਲ ਬ੍ਰਾਹਮਣ ਹੁੰਦੇ ਨੇ? ਨਹੀਂ, ਨਹੀਂ ਉਹ ਧਾਰਮਿਕ ਰਹੁਰੀਤਾਂ ਵੇਲੇ ਮਾਸ, ਮੱਛੀ ਖਾਂਦੇ ਨੇ.... ਮੀਥੀਲਾ ਤੇ ਪੱਛਮੀ ਬੰਗਾਲ ਵਿੱਚ ਸ਼ਕਤੀ ਸਮੁਦਾਇ ਦੇ ਲੋਕ ਨੇ ਜਿਹਨਾਂ ਲਈ ਧਾਰਮਿਕ ਰਹੁ-ਰੀਤਾਂ ਵੇਲੇ ਮਾਸ, ਮੱਛੀ ਖਾਣਾ ਜ਼ਰੂਰੀ ਸਮਝਿਆ ਜਾਂਦਾ ਏ।: [248, 169, 436, 235]
- body-paragraph: ਉਤੇ ਜੰਮ ਬੈਠੇ ਬ੍ਰਾਹਮਣ ਬਦਮਾਸ਼ ਉਹਨਾਂ ਉਤੇ ਹਮਲਾ ਕਰ ਦੇਣ। ਇਹ ਤਾਂ ਦੇਖੋਗਾ ਹੀ। ਜੇ ਬ੍ਰਾਹਮਣਾਂ ਨੇ ਅਮਨ ਅਮਾਨ ਕਰਨ, ਸ਼ਰਾਫ਼ਤ ਨਾਲ ਮੰਦਰਾਂ ਦਾ ਕਬਜ਼ਾ ਹਰੀਜਨਾਂ ਦੇ ਹਵਾਲੇ ਨਾ ਕੀਤਾ, ਤਾਂ ਬਿਹਾਰ ਦੇ ਹਰੀਜਨ ਵਾਜਬੀ ਕਾਰਵਾਈ ਕਰਨਗੇ।: [248, 489, 436, 541]
- column-rule: [440, 168, 441, 1486]
- ad-phone: 209-473-7467 'ਤੇ ਸੰਪਰਕ ਕਰੋ।: [632, 1424, 915, 1446]
- column-rule: [766, 168, 767, 758]
- ad-line: 'ਵਰਲਡ ਸਿੱਖ ਨਿਊਜ਼': [699, 1344, 848, 1367]
- boxed-quote-text: "ਸਾਡੇ ਦੇਸ਼ ਵਿਚ ਤਾਂ ਧਰਮ ਨੂੰ ਵੀ ਵਿਗਾੜ, ਮਰੋੜ ਦਿੱਤਾ ਗਿਆ ਏ। ਸਾਡੇ ਲੋਕ ਕੋਨਾਰਕ ਤੇ ਖਜੂਰਾਹੋ ਮੰਦਰਾਂ ਵਿੱਚ ਜਾਂਦੇ ਨੇ ਲਿੰਗ-ਭੋਗ ਦੇ ਆਸਣ ਵੇਖਣ ਤੇ ਮਜ਼ੇ ਕਰਨ। ਕੀ ਇਹਨੂੰ ਧਰਮ ਆਖੋਗੇ। ਭਾਗਲਪੁਰ ਸਥਿਤ ਕਟੋਰੀਆ ਦਾ ਕਨਵਰੀਆ ਬਾਬਾ ਲਿੰਗ-ਪੂਜਦੀ ਸੀ। ਕਨਵਰੀਆਂ ਲੋਕਾਂ ਨੇ ਅਧੀਰ ਉਸ ਨੂੰ ਕੁਟ ਕੁਟ ਜਾਨੋਂ ਮਾਰ ਦਿੱਤਾ। ਕੀ ਇਹ ਧਰਮ ਏ? ਇਹ ਜਿਹੇ ਬ੍ਰਾਹਮਣਵਾਦ ਦਾ ਮੈਂ ਵਿਰੋਧੀ ਆਂ।: [63, 351, 430, 407]
- column-rule: [596, 168, 597, 1486]
- body-column-5: [770, 168, 945, 763]
- binder-hole: [960, 400, 982, 422]
- body-paragraph: ਪੰਜਵੀਂ ਗੱਲ: ਪੜ੍ਹੇ ਲਿਖੇ ਤੇ ਸੁਸਿਖਿਅਤ ਪੁਜਾਰੀ, ਜਿਹੜੇ ਕਿ ਇਮਤਿਹਾਨ ਪਾਸ ਕਰਕੇ ਇਸ ਕੰਮ ਲਈ ਲਏ ਜਾਣਗੇ, ਮੰਦਰ ਦੇ ਅੰਦਰ ਕੁਝ ਨਵੀਂ ਰੌਣਕੀ, ਵਿਦਵਤਾ ਲੈ ਕੇ ਆਉਣਗੇ। ਉਥੇ ਕੋਈ ਅਕਲ ਦੀ, ਅਜ ਦੇ ਯੁਗ ਲਈ ਸਾਰਥਕ ਗੱਲ ਹੋਇਆ ਕਰੇਗੀ। ਹੁਣ ਤੱਕ ਤਾਂ ਜੱਦੀ-ਪੇਸ਼ਾ ਅਨਪੜ੍ਹ, ਜਾਹਿਲ, ਨਿਰੇ ਘੋਨੇ ਪੁਜਾਰੀ ਹੀ ਮੱਖੀ 'ਤੇ ਮੱਖੀ ਮਾਰ ਕੇ ਗੁਜ਼ਾਰਾ ਚਲਾਈ ਜਾ ਰਹੇ ਸਨ। ਰੁਗਰਪੰਥੀਆਂ: [444, 788, 594, 909]
- body-paragraph: ਬ੍ਰਾਹਮਣੀ ਸਮਾਜ ਦੀ ਇਹ ਪ੍ਰਾਪਤੀ ਇਹ ਹੈ ਕਿ ਇਹ ਤਾਂ ਇਸ ਨੇ ਸਮਾਜ ਦੇ ਜਮਾਤੀ ਢਾਂਚੇ ਨੂੰ ਜਾਤ-ਪਾਤ ਦੀ ਸੰਸਥਾ ਦੀ ਸ਼ਕਲ ਦਿੱਤੀ, ਅਤੇ ਦੂਸਰੇ ਇਸ ਨੇ ਜਾਪ-ਪਾਤ ਦੀ ਅਸਮਾਨਤਾ ਤੇ ਗ਼ੈਰਨੀਅਤ ਨੂੰ ਸਾਡੇ ਹੱਡਾਂ ਵਿੱਚ ਇਉਂ ਵਾੜਿਆ ਹੈ ਕਿ ਅਸਾਂ ਇਸ ਨੂੰ ਜਿਗਰ ਦਾ ਟੁਕੜਾ ਸਮਝ ਕੇ ਸੀਨੇ ਨਾਲ ਲਾ ਲਿਆ ਹੈ। ਜਾਤ-ਪਾਤ ਦੀ ਅਸਮਾਨਤਾ ਤੇ ਜ਼ਿਹਨੀਅਤ ਸਿਰਫ਼ ਰਾਜਮ ਜਮਾਤਾਂ, ਉੱਚੀਆਂ ਜਾਤੀਆਂ ਤੱਕ ਹੀ ਮਹਿਦੂਦ ਨਹੀਂ। ਇਹ ਉਨ੍ਹਾਂ ਦੇ ਹੱਡਾਂ ਵਿੱਚ ਵੀ ਰਚ ਚੁਕੀ ਹੈ ਜਿਨ੍ਹਾਂ ਨੂੰ ਬ੍ਰਾਹਮਣੀ ਸਮਾਜ ਚੰਡਾਲ ਜਾਤੀਆਂ ਦਾ ਨਾਂ ਦੇ ਕੇ, ਆਪਣੇ ਦਾਇਰੇ 'ਤੋਂ ਬਾਹਰ ਕਢਦਾ ਹੈ।: [600, 421, 763, 570]
- body-paragraph: ਚੇਰ ਨੂੰ ਫਕ਼ਤ ਲਈ ਰੇਰ ਛੱਡੋ: ਮਹਾਤਮਾ ਗਾਂਧੀ ਨੇ ਹਰੀਜਨਾਂ ਨੂੰ "ਪਰਮਾਤਮਾ ਦੇ ਬਾਲ ਬੱਚੇ" ਕਿਹਾ ਸੀ; ਲਾਲੂ ਪ੍ਰਸਾਦ ਯਾਦਵ ਨੇ ਹਰੀਜਨਾਂ ਨੂੰ 'ਦੇਵੀ ਦੇਵਤਿਆਂ ਦੇ ਪੂਜਾਰੀ' ਬਣਾਉਣ ਦੀ ਗੱਲ ਤੋਰੀ ਏ।: [248, 845, 436, 898]
- body-column-1: [55, 488, 241, 1488]
- ad-line: ਪੰਜਾਬੀ ਅਤੇ ਅੰਗਰੇਜ਼ੀ ਦੇ ਅਖ਼ਬਾਰ: [657, 1304, 890, 1327]
- intro-column-1: [55, 178, 243, 338]
- body-paragraph: "ਮੇਰੇ ਇਰਾਦੇ, ਪੁਤੱਖ ਹਨ। ਮੈਂ ਇਸ ਬਾਰੇ ਬਿਲਕੁਲ ਸੰਜੀਦਾ ਆਂ। ਪਟਨਾ ਸਥਿਤ ਮਹਾਵੀਰ ਮੰਦਰ ਦੇ ਪ੍ਰਬੰਧਕੀ ਟਰਸਟੀ, ਕਿਸ਼ੋਰ ਕੁਨਾਲ, ਨੂੰ ਇਸ ਵਿਸ਼ੇ 'ਤੇ ਕਾਨੂੰਨ ਦਾ ਡਰਾਫ਼ਟ ਤਿਆਰ ਕਰਨ ਦੇ ਆਦੇਸ਼ ਦੇ ਦਿੱਤੇ ਗਏ ਨੇ।": [248, 603, 436, 655]
- binder-hole: [960, 640, 982, 662]
- intro-paragraph: ਲਾਲੂ ਪ੍ਰਸਾਦ ਜ਼ੋਰਦਾਰ ਸ਼ਬਦਾਂ ਵਿੱਚ ਕਹਿੰਦਾ ਏ ਕਿ ਬ੍ਰਾਹਮਣਾਂ ਨੇ ਰਾਮ ਦੇ ਨਾਂਅ ਨੂੰ ਵੱਟਾ ਲਾਇਆ ਏ।: [55, 251, 243, 276]
- body-paragraph: "ਜਨਤਾ ਦਲ ਦੇ ਪ੍ਰਾਂਤ ਯੂਨਿਟ ਦੇ ਸਾਬਕਾ ਪਰਧਾਨ, ਰਾਮ ਸੁੰਦਰ ਦਾਸ, ਜੋ ਕਿ ਹਰੀਜਨ ਹਨ, ਨੂੰ ਸਨੇਹਪੁਰ ਦਾ ਹਰੀਹਰ ਕਸ਼ੇਤਰਾ ਮੰਦਰ ਦੇ ਦਿੱਤਾ ਜਾਵੇਗਾ। ਨਾਲੇ ਦਾਸ ਐਮ. ਐਲ. ਏ. ਨੂੰ ਇਓਗੜ੍ਹ ਦਾ ਬੈਦਨਾਥ ਮੰਦਰ ਦੇ ਦਿੱਤਾ ਜਾਵੇਗਾ।: [248, 546, 436, 598]
- ad-line: ਸਿੱਖ ਕੌਮ ਦੇ ਇਕੋ ਇਕ: [696, 1264, 851, 1287]
- body-paragraph: ਘੱਟ ਤੇ ਵਹਿਮਾਂ-ਭਰਮਾਂ ਦਾ ਉਥੇ ਬੋਲਬਾਲਾ ਸੀ।: [454, 914, 589, 925]
- masthead: 'ਵਰਲਡ ਸਿੱਖ ਨਿਊਜ਼': [420, 20, 530, 36]
- body-column-4: [600, 168, 763, 763]
- body-paragraph: ਲਾਲੂ ਪ੍ਰਸਾਦ ਯਾਦਵ ਦੇ ਇਸ ਐਲਾਨ 'ਤੇ ਦੋ ਟਿਪਣੀਆਂ ਇਹ ਨੇ:: [248, 660, 436, 685]
